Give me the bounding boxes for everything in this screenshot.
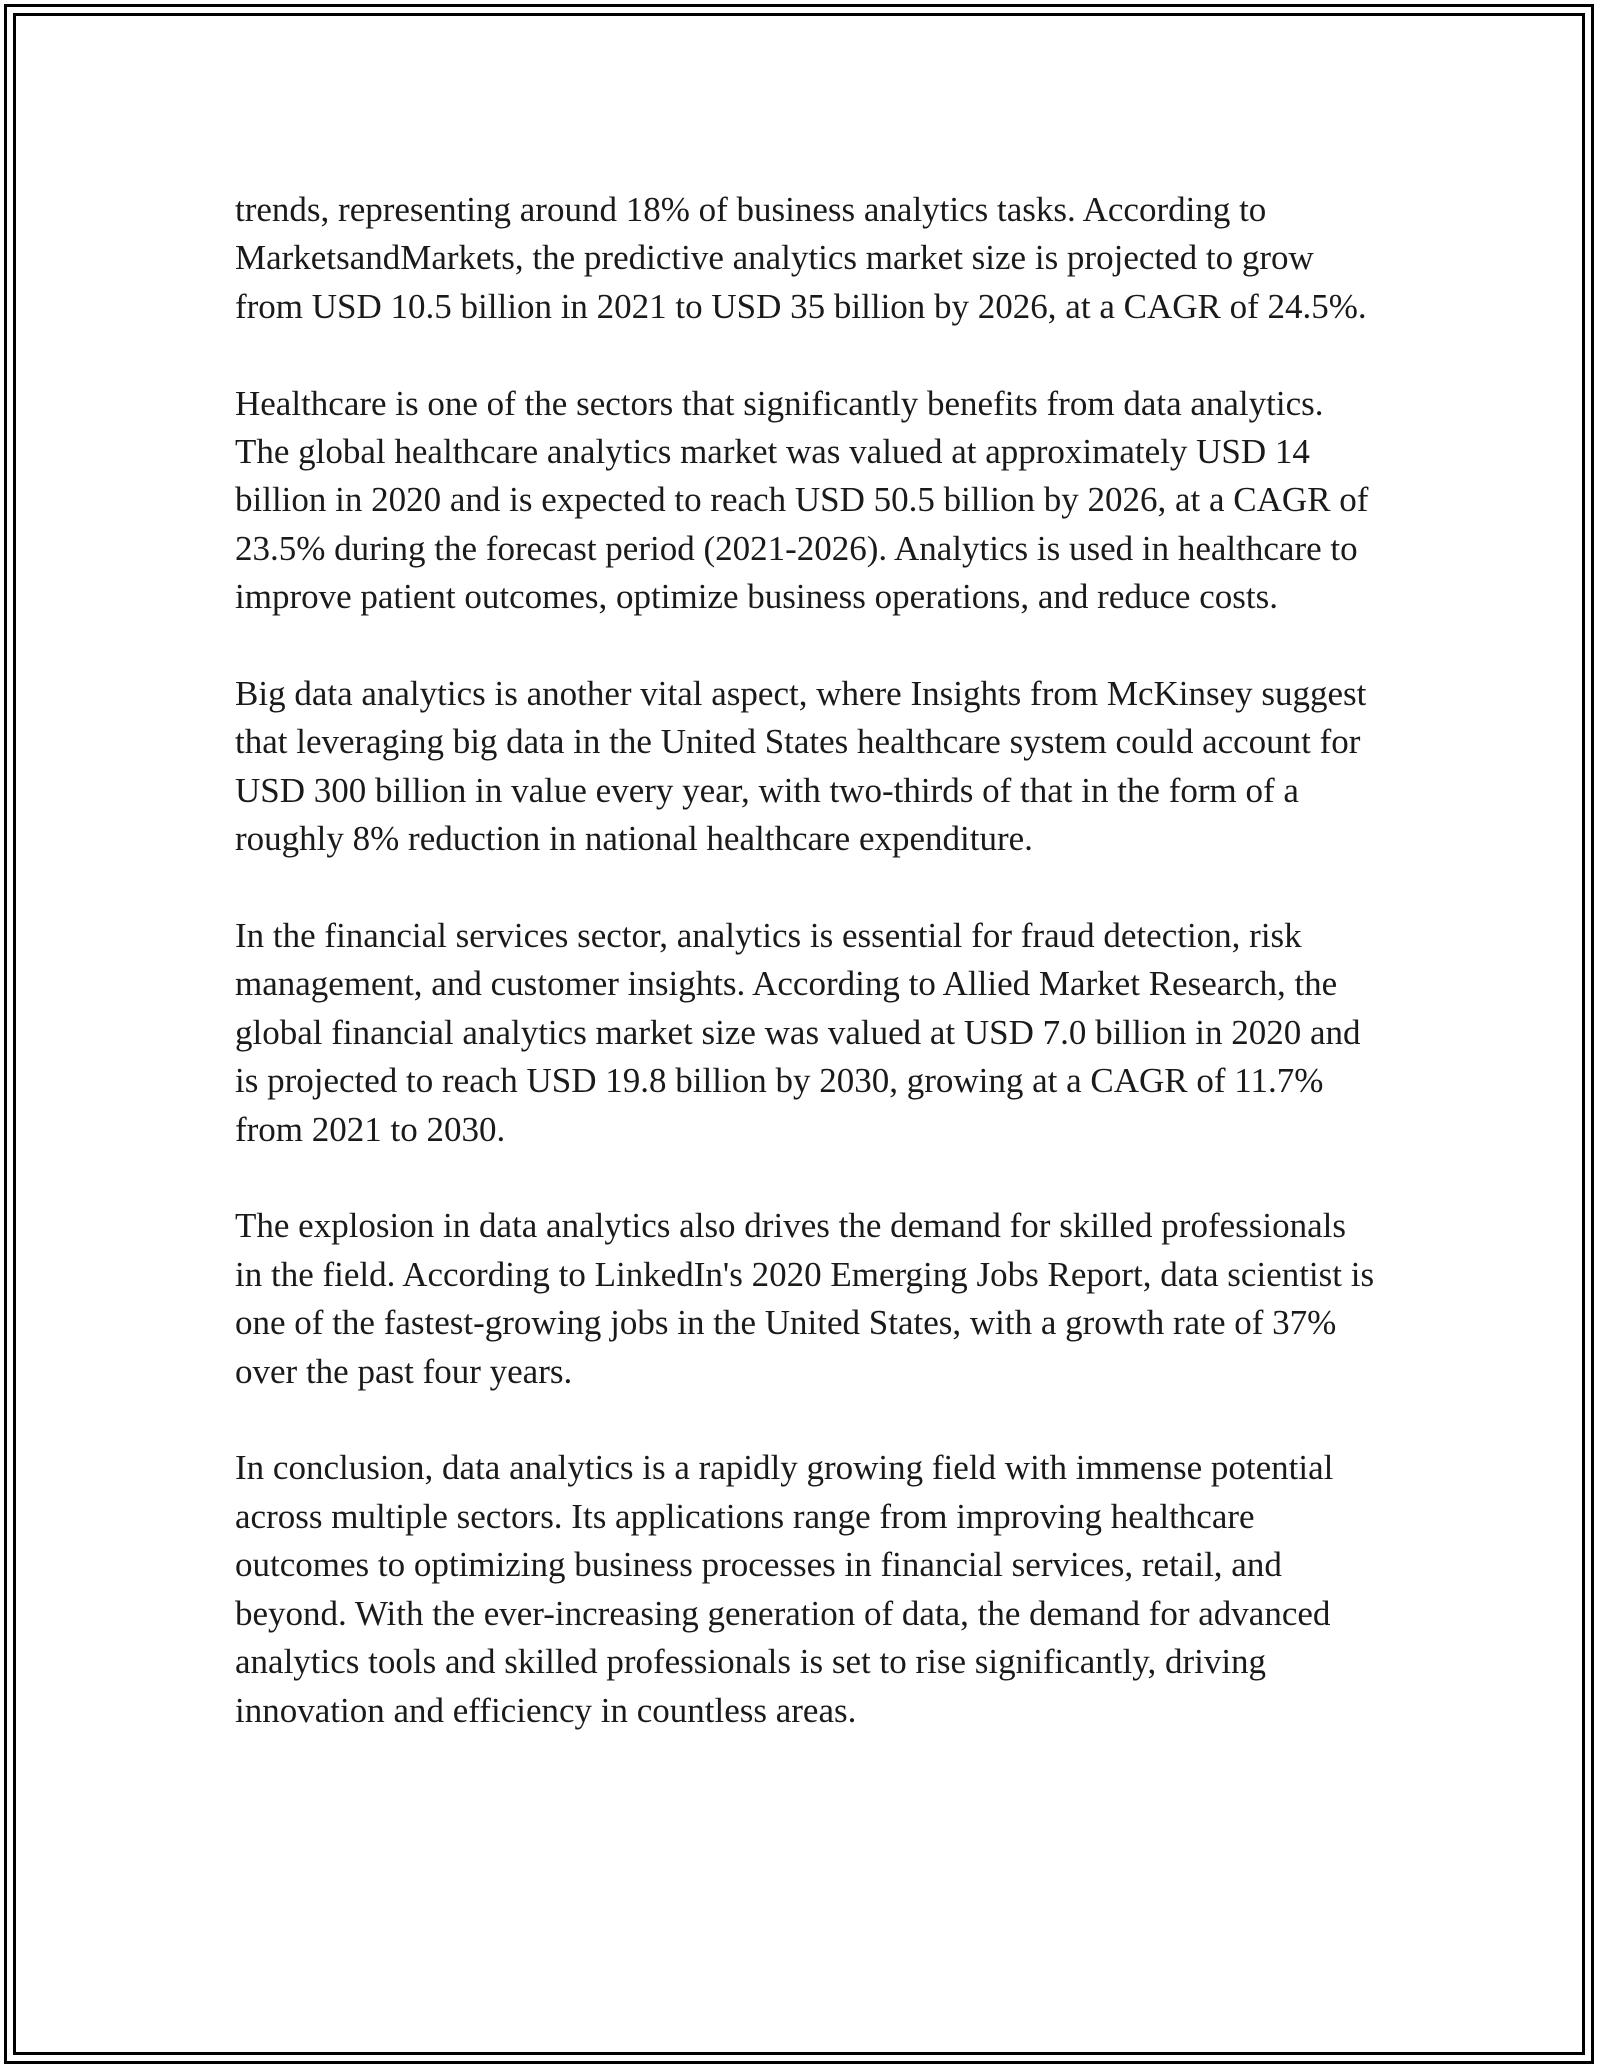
paragraph-skilled-professionals: The explosion in data analytics also drives the demand for skilled professionals in the field. According to LinkedIn's 2020 Emerging Jobs Report, data scientist is one of the fastest-growing jobs in the United States, with a growth rate of 37% over the past four years. xyxy=(235,1206,1375,1391)
paragraph-big-data: Big data analytics is another vital aspect, where Insights from McKinsey suggest that leveraging big data in the United States healthcare system could account for USD 300 billion in value every year, with two-thirds of that in the form of a roughly 8% reduction in national healthcare expenditure. xyxy=(235,674,1367,859)
paragraph-healthcare-analytics: Healthcare is one of the sectors that significantly benefits from data analytics. The global healthcare analytics market was valued at approximately USD 14 billion in 2020 and is expected to reach USD 50.5 billion by 2026, at a CAGR of 23.5% during the forecast period (2021-2026). Analytics is used in healthcare to improve patient outcomes, optimize business operations, and reduce costs. xyxy=(235,383,1369,617)
paragraph-predictive-analytics: trends, representing around 18% of business analytics tasks. According to MarketsandMarkets, the predictive analytics market size is projected to grow from USD 10.5 billion in 2021 to USD 35 billion by 2026, at a CAGR of 24.5%. xyxy=(235,190,1367,326)
paragraph-financial-services: In the financial services sector, analytics is essential for fraud detection, risk management, and customer insights. According to Allied Market Research, the global financial analytics market size was valued at USD 7.0 billion in 2020 and is projected to reach USD 19.8 billion by 2030, growing at a CAGR of 11.7% from 2021 to 2030. xyxy=(235,916,1361,1149)
document-body xyxy=(235,186,1375,1735)
paragraph-conclusion: In conclusion, data analytics is a rapidly growing field with immense potential across multiple sectors. Its applications range from improving healthcare outcomes to optimizing business processes in financial services, retail, and beyond. With the ever-increasing generation of data, the demand for advanced analytics tools and skilled professionals is set to rise significantly, driving innovation and efficiency in countless areas. xyxy=(235,1448,1334,1730)
